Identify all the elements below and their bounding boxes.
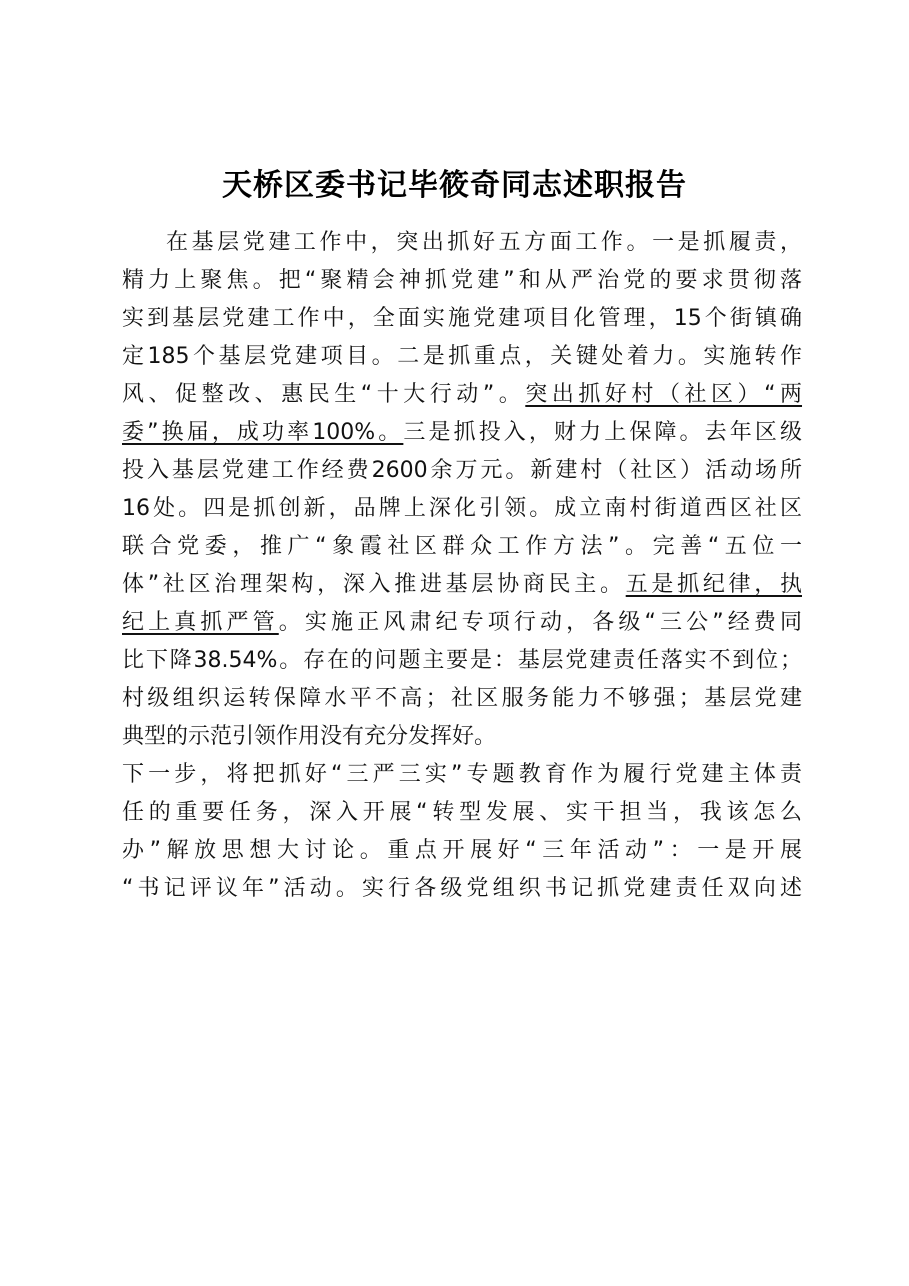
text-line xyxy=(122,452,802,490)
text-segment: 投入基层党建工作经费2600余万元。新建村（社区）活动场所 xyxy=(122,458,802,483)
text-line xyxy=(122,794,802,832)
underlined-text-segment: 纪上真抓严管 xyxy=(122,610,279,635)
text-line xyxy=(122,718,802,756)
text-line xyxy=(122,414,802,452)
text-line xyxy=(122,224,802,262)
underlined-text-segment: 五是抓纪律，执 xyxy=(625,572,802,597)
text-segment: 风、促整改、惠民生“十大行动”。 xyxy=(122,382,526,407)
underlined-text-segment: 突出抓好村（社区）“两 xyxy=(525,382,803,407)
text-segment: 精力上聚焦。把“聚精会神抓党建”和从严治党的要求贯彻落 xyxy=(122,268,802,293)
text-segment: 16处。四是抓创新，品牌上深化引领。成立南村街道西区社区 xyxy=(122,496,802,521)
text-line xyxy=(122,300,802,338)
text-line xyxy=(122,642,802,680)
text-line xyxy=(122,832,802,870)
text-segment: 办”解放思想大讨论。重点开展好“三年活动”：一是开展 xyxy=(122,838,802,863)
text-segment: 联合党委，推广“象霞社区群众工作方法”。完善“五位一 xyxy=(122,534,802,559)
text-segment: 定185个基层党建项目。二是抓重点，关键处着力。实施转作 xyxy=(122,344,802,369)
document-title: 天桥区委书记毕筱奇同志述职报告 xyxy=(222,168,687,203)
text-line xyxy=(122,566,802,604)
text-segment: 任的重要任务，深入开展“转型发展、实干担当，我该怎么 xyxy=(122,800,802,825)
text-line xyxy=(122,680,802,718)
text-line xyxy=(122,376,802,414)
text-line xyxy=(122,262,802,300)
report-body xyxy=(122,224,802,908)
text-segment: 。实施正风肃纪专项行动，各级“三公”经费同 xyxy=(278,610,802,635)
text-segment: 村级组织运转保障水平不高；社区服务能力不够强；基层党建 xyxy=(122,686,802,711)
text-segment: 下一步，将把抓好“三严三实”专题教育作为履行党建主体责 xyxy=(122,762,802,787)
text-segment: 比下降38.54%。存在的问题主要是：基层党建责任落实不到位； xyxy=(122,648,802,673)
text-line xyxy=(122,604,802,642)
text-line xyxy=(122,870,802,908)
text-segment: “书记评议年”活动。实行各级党组织书记抓党建责任双向述 xyxy=(122,876,802,901)
text-line xyxy=(122,756,802,794)
text-line xyxy=(122,490,802,528)
text-line xyxy=(122,528,802,566)
text-segment: 在基层党建工作中，突出抓好五方面工作。一是抓履责， xyxy=(166,230,802,255)
text-segment: 典型的示范引领作用没有充分发挥好。 xyxy=(122,724,497,749)
text-segment: 三是抓投入，财力上保障。去年区级 xyxy=(403,420,802,445)
text-line xyxy=(122,338,802,376)
text-segment: 实到基层党建工作中，全面实施党建项目化管理，15个街镇确 xyxy=(122,306,802,331)
text-segment: 体”社区治理架构，深入推进基层协商民主。 xyxy=(122,572,626,597)
underlined-text-segment: 委”换届，成功率100%。 xyxy=(122,420,404,445)
